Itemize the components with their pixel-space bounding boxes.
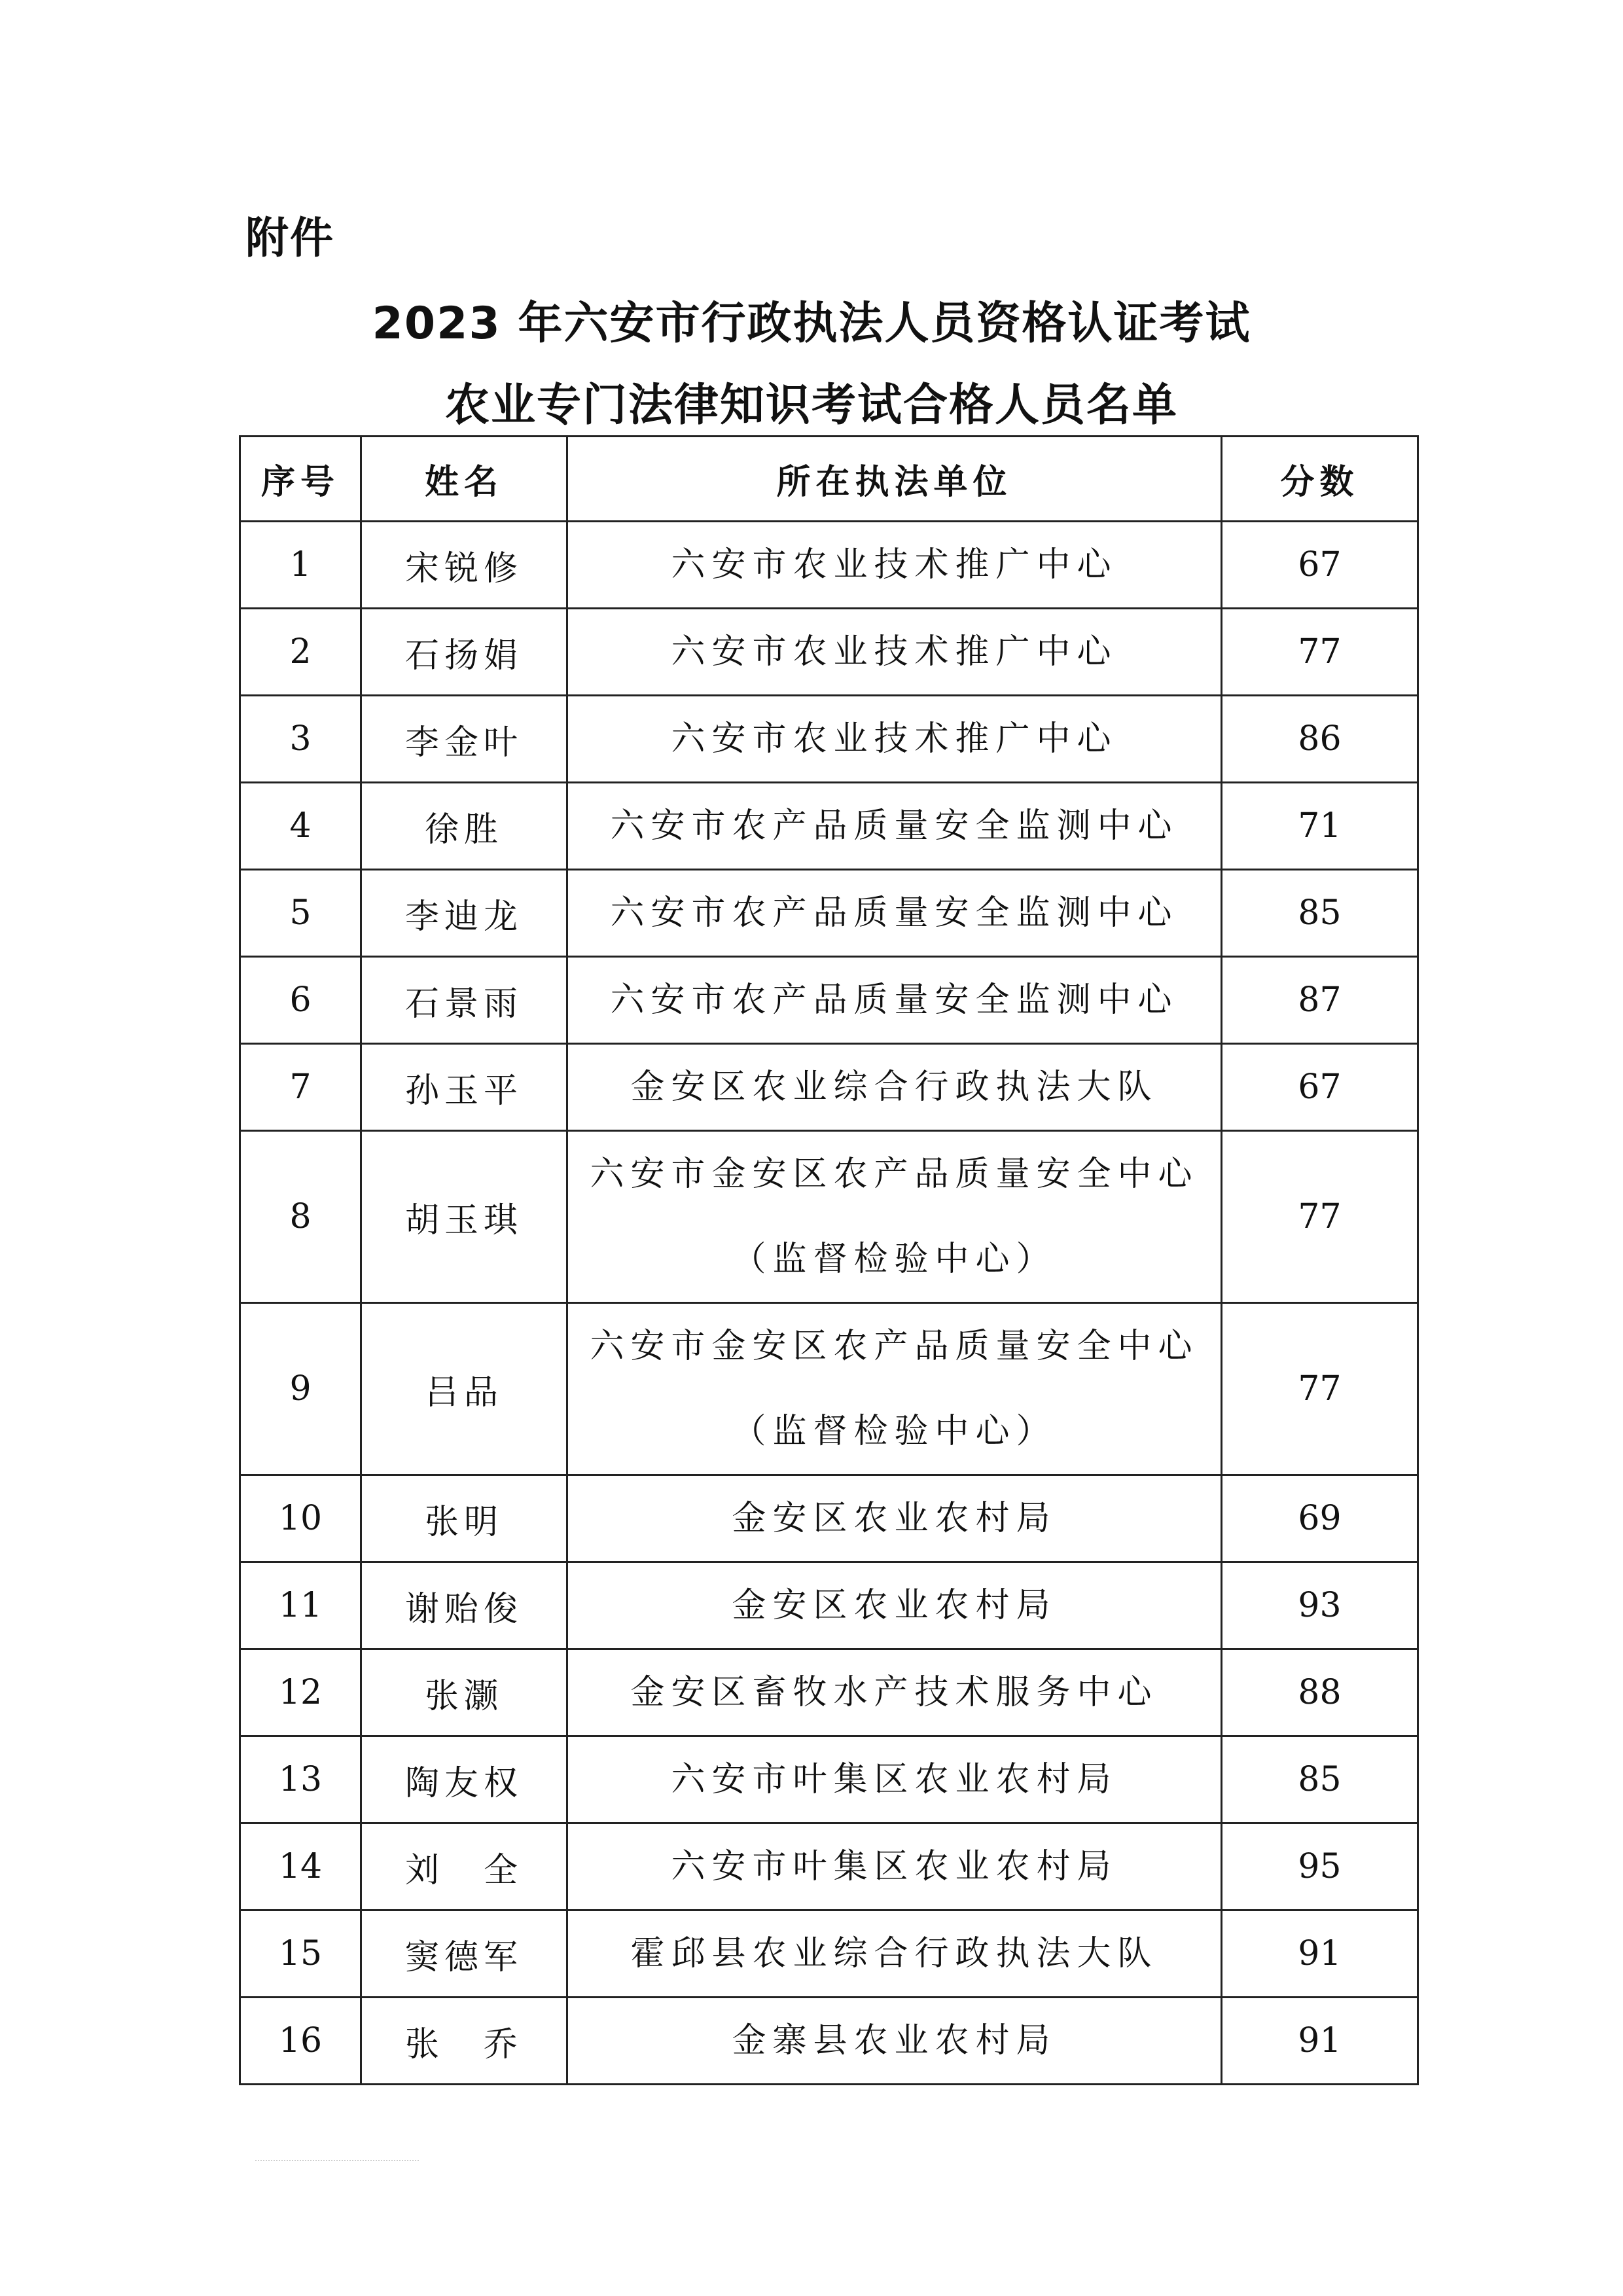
row-serial-number: 14 <box>240 1823 361 1910</box>
row-serial-number: 5 <box>240 870 361 957</box>
row-score: 67 <box>1222 1044 1418 1131</box>
header-serial-number: 序号 <box>240 437 361 522</box>
row-score: 69 <box>1222 1475 1418 1562</box>
row-unit <box>567 783 1222 870</box>
row-name: 李金叶 <box>361 696 567 783</box>
header-name: 姓名 <box>361 437 567 522</box>
row-unit <box>567 522 1222 609</box>
row-score: 85 <box>1222 1736 1418 1823</box>
row-score: 77 <box>1222 609 1418 696</box>
row-name: 窦德军 <box>361 1910 567 1998</box>
row-serial-number: 12 <box>240 1649 361 1736</box>
qualified-personnel-table <box>239 435 1419 2085</box>
row-serial-number: 3 <box>240 696 361 783</box>
row-serial-number: 10 <box>240 1475 361 1562</box>
row-name: 石扬娟 <box>361 609 567 696</box>
row-unit-line: （监督检验中心） <box>732 1240 1057 1279</box>
row-unit <box>567 696 1222 783</box>
header-unit: 所在执法单位 <box>567 437 1222 522</box>
row-unit-line: 六安市叶集区农业农村局 <box>671 1760 1118 1799</box>
row-score: 95 <box>1222 1823 1418 1910</box>
row-unit-line: （监督检验中心） <box>732 1412 1057 1451</box>
row-score: 87 <box>1222 957 1418 1044</box>
row-unit-line: 六安市农产品质量安全监测中心 <box>610 980 1179 1020</box>
row-unit <box>567 609 1222 696</box>
document-title-line-2: 农业专门法律知识考试合格人员名单 <box>444 380 1178 431</box>
row-name: 胡玉琪 <box>361 1131 567 1303</box>
row-name: 孙玉平 <box>361 1044 567 1131</box>
row-unit-line: 金安区农业农村局 <box>732 1499 1057 1538</box>
row-name: 徐胜 <box>361 783 567 870</box>
row-score: 77 <box>1222 1131 1418 1303</box>
row-serial-number: 16 <box>240 1998 361 2085</box>
table-row <box>240 1910 1418 1998</box>
table-row <box>240 1998 1418 2085</box>
row-serial-number: 8 <box>240 1131 361 1303</box>
row-unit-line: 金安区农业综合行政执法大队 <box>630 1067 1158 1107</box>
table-row <box>240 522 1418 609</box>
table-row <box>240 1736 1418 1823</box>
row-score: 88 <box>1222 1649 1418 1736</box>
row-unit-line: 金寨县农业农村局 <box>732 2021 1057 2060</box>
row-name: 张 乔 <box>361 1998 567 2085</box>
row-unit <box>567 1475 1222 1562</box>
row-serial-number: 15 <box>240 1910 361 1998</box>
row-score: 91 <box>1222 1910 1418 1998</box>
row-name: 刘 全 <box>361 1823 567 1910</box>
row-serial-number: 9 <box>240 1303 361 1475</box>
row-unit-line: 六安市金安区农产品质量安全中心 <box>590 1155 1199 1194</box>
row-score: 91 <box>1222 1998 1418 2085</box>
row-name: 谢贻俊 <box>361 1562 567 1649</box>
table-row <box>240 1475 1418 1562</box>
row-unit <box>567 957 1222 1044</box>
row-score: 77 <box>1222 1303 1418 1475</box>
row-unit-line: 金安区农业农村局 <box>732 1586 1057 1625</box>
table-row <box>240 870 1418 957</box>
row-unit <box>567 1303 1222 1475</box>
row-serial-number: 1 <box>240 522 361 609</box>
row-unit-line: 六安市农产品质量安全监测中心 <box>610 893 1179 933</box>
row-name: 张灏 <box>361 1649 567 1736</box>
row-score: 86 <box>1222 696 1418 783</box>
header-score: 分数 <box>1222 437 1418 522</box>
row-name: 吕品 <box>361 1303 567 1475</box>
table-row <box>240 1303 1418 1475</box>
table-row <box>240 957 1418 1044</box>
row-unit-line: 六安市农业技术推广中心 <box>671 545 1118 584</box>
row-unit <box>567 1649 1222 1736</box>
row-unit-line: 六安市农业技术推广中心 <box>671 719 1118 759</box>
table-header-row <box>240 437 1418 522</box>
row-serial-number: 2 <box>240 609 361 696</box>
row-serial-number: 4 <box>240 783 361 870</box>
row-name: 石景雨 <box>361 957 567 1044</box>
table-body <box>240 522 1418 2085</box>
row-name: 张明 <box>361 1475 567 1562</box>
table-row <box>240 1823 1418 1910</box>
row-unit <box>567 1044 1222 1131</box>
attachment-label: 附件 <box>245 213 334 263</box>
row-name: 李迪龙 <box>361 870 567 957</box>
row-name: 宋锐修 <box>361 522 567 609</box>
table-row <box>240 1131 1418 1303</box>
row-unit-line: 六安市农产品质量安全监测中心 <box>610 806 1179 846</box>
table-row <box>240 783 1418 870</box>
row-score: 67 <box>1222 522 1418 609</box>
table-row <box>240 1044 1418 1131</box>
row-unit <box>567 1910 1222 1998</box>
row-unit <box>567 1131 1222 1303</box>
row-unit-line: 六安市叶集区农业农村局 <box>671 1847 1118 1886</box>
row-unit-line: 六安市农业技术推广中心 <box>671 632 1118 672</box>
scan-artifact <box>255 2160 419 2164</box>
row-score: 85 <box>1222 870 1418 957</box>
table-row <box>240 1649 1418 1736</box>
table-row <box>240 696 1418 783</box>
row-unit <box>567 1736 1222 1823</box>
table-row <box>240 1562 1418 1649</box>
document-title-line-1: 2023 年六安市行政执法人员资格认证考试 <box>372 298 1251 350</box>
row-unit-line: 六安市金安区农产品质量安全中心 <box>590 1327 1199 1366</box>
row-unit <box>567 1998 1222 2085</box>
row-score: 71 <box>1222 783 1418 870</box>
row-serial-number: 6 <box>240 957 361 1044</box>
row-name: 陶友权 <box>361 1736 567 1823</box>
row-unit <box>567 1562 1222 1649</box>
row-unit-line: 霍邱县农业综合行政执法大队 <box>630 1934 1158 1973</box>
row-unit-line: 金安区畜牧水产技术服务中心 <box>630 1673 1158 1712</box>
row-unit <box>567 1823 1222 1910</box>
row-serial-number: 7 <box>240 1044 361 1131</box>
row-unit <box>567 870 1222 957</box>
row-serial-number: 13 <box>240 1736 361 1823</box>
table-row <box>240 609 1418 696</box>
row-serial-number: 11 <box>240 1562 361 1649</box>
row-score: 93 <box>1222 1562 1418 1649</box>
